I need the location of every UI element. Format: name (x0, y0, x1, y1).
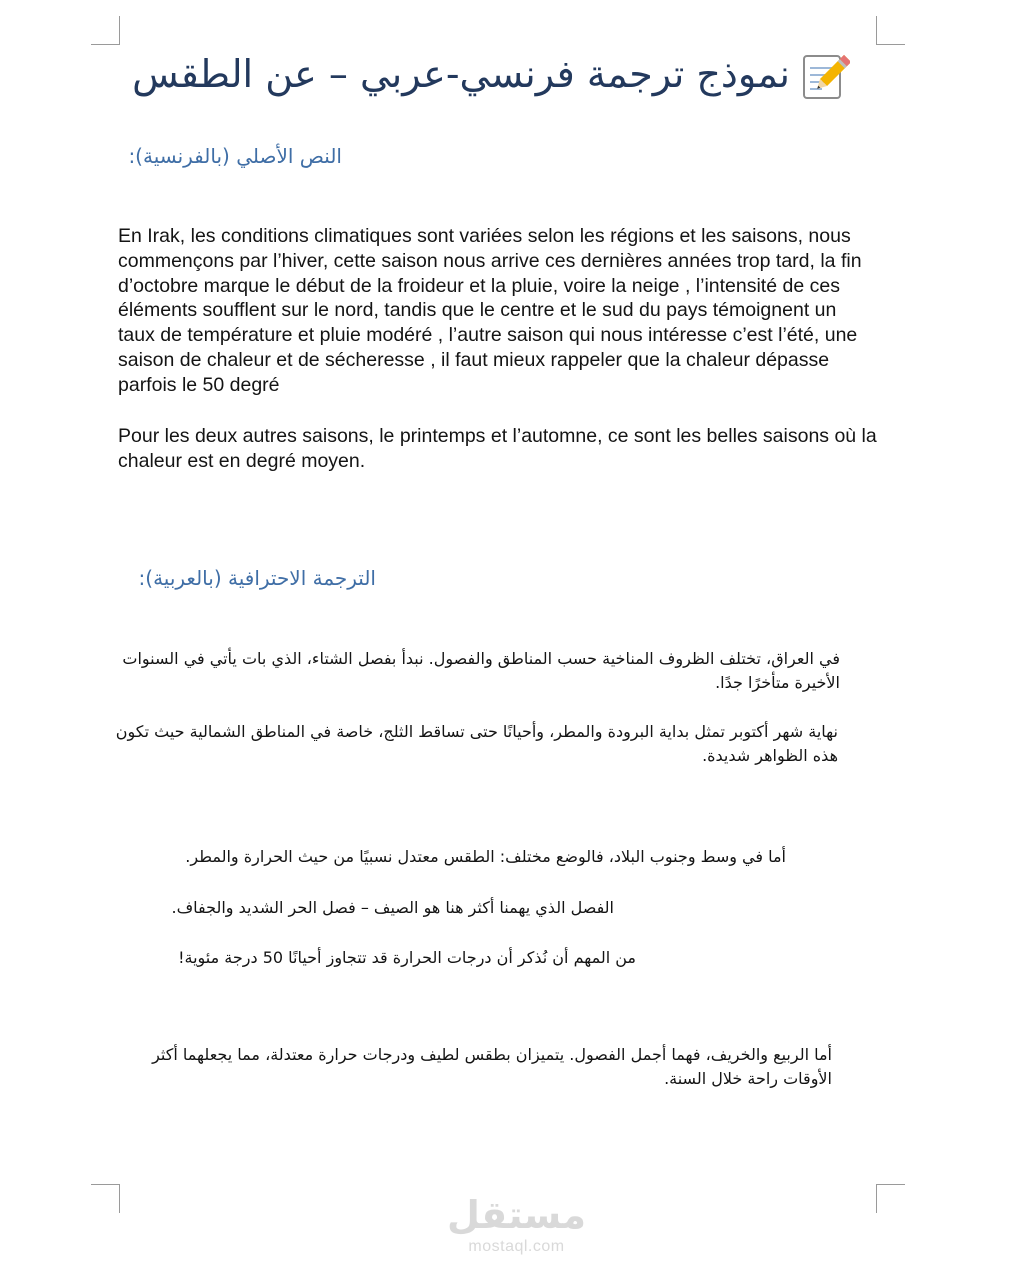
document-title-row (110, 44, 850, 104)
crop-mark-top-right (876, 16, 905, 45)
arabic-paragraph-2: نهاية شهر أكتوبر تمثل بداية البرودة والمطر، وأحيانًا حتى تساقط الثلج، خاصة في المناطق الشمالية حيث تكون هذه الظواهر شديدة. (115, 722, 838, 765)
arabic-paragraph-6: أما الربيع والخريف، فهما أجمل الفصول. يتميزان بطقس لطيف ودرجات حرارة معتدلة، مما يجعلهما أكثر الأوقات راحة خلال السنة. (152, 1045, 832, 1088)
section-heading-translation: الترجمة الاحترافية (بالعربية): (138, 566, 376, 590)
mostaql-watermark (0, 1192, 1033, 1256)
document-title: نموذج ترجمة فرنسي-عربي – عن الطقس (132, 52, 790, 96)
arabic-paragraph-1: في العراق، تختلف الظروف المناخية حسب المناطق والفصول. نبدأ بفصل الشتاء، الذي بات يأتي في السنوات الأخيرة متأخرًا جدًا. (122, 649, 840, 692)
section-heading-original: النص الأصلي (بالفرنسية): (128, 144, 342, 168)
arabic-paragraph-5: من المهم أن نُذكر أن درجات الحرارة قد تتجاوز أحيانًا 50 درجة مئوية! (178, 948, 636, 967)
watermark-logo: مستقل (447, 1193, 586, 1237)
arabic-paragraph-3: أما في وسط وجنوب البلاد، فالوضع مختلف: الطقس معتدل نسبيًا من حيث الحرارة والمطر. (185, 847, 786, 866)
memo-pencil-icon (800, 52, 850, 102)
watermark-url: mostaql.com (468, 1238, 565, 1255)
crop-mark-top-left (91, 16, 120, 45)
french-paragraph-2: Pour les deux autres saisons, le printemps et l’automne, ce sont les belles saisons où la chaleur est en degré moyen. (118, 425, 877, 472)
french-paragraph-1: En Irak, les conditions climatiques sont variées selon les régions et les saisons, nous commençons par l’hiver, cette saison nous arrive ces dernières années trop tard, la fin d’octobre marque le début de la froideur et la pluie, voire la neige , l’intensité de ces éléments soufflent sur le nord, tandis que le centre et le sud du pays témoignent un taux de température et pluie modéré , l’autre saison qui nous intéresse c’est l’été, une saison de chaleur et de sécheresse , il faut mieux rappeler que la chaleur dépasse parfois le 50 degré (118, 225, 862, 396)
arabic-paragraph-4: الفصل الذي يهمنا أكثر هنا هو الصيف – فصل الحر الشديد والجفاف. (171, 898, 614, 917)
